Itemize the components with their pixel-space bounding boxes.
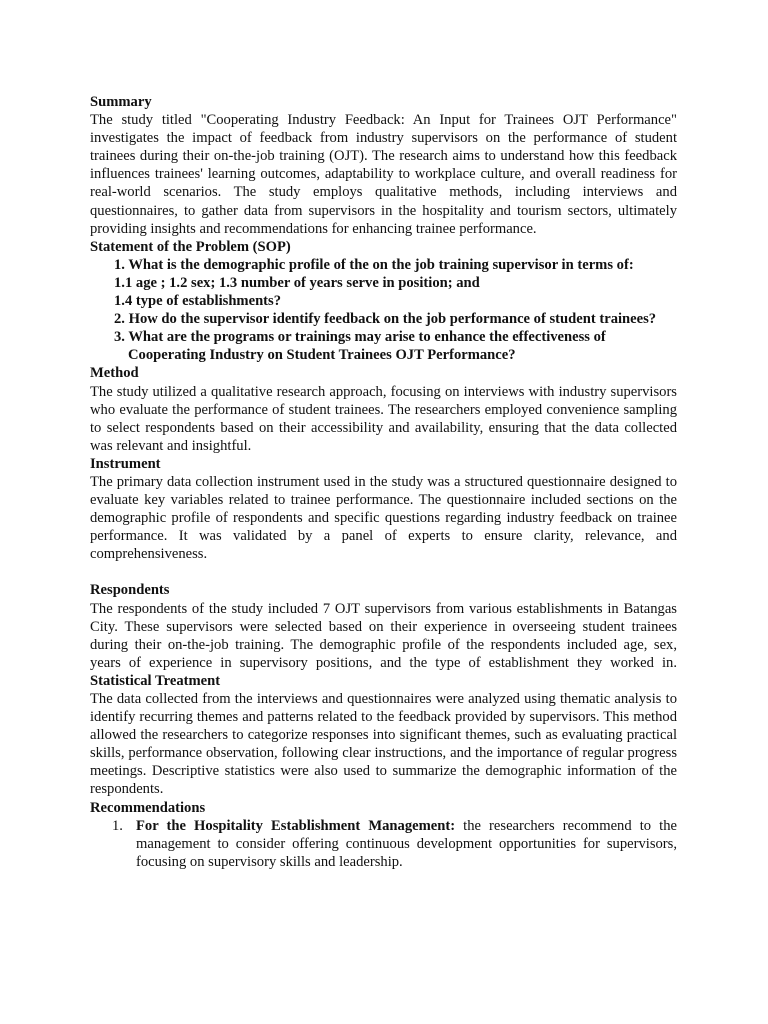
blank-line	[90, 563, 677, 581]
recommendation-title: For the Hospitality Establishment Management:	[136, 817, 456, 834]
statistical-treatment-body: The data collected from the interviews and questionnaires were analyzed using thematic analysis to identify recurring themes and patterns related to the feedback provided by supervisors. This method allowed the researchers to categorize responses into significant themes, such as evaluating practical skills, performance observation, following clear instructions, and the importance of regular progress meetings. Descriptive statistics were also used to summarize the demographic information of the respondents.	[90, 691, 677, 798]
sop-question-1-sub-1: 1.1 age ; 1.2 sex; 1.3 number of years serve in position; and	[114, 274, 480, 291]
method-heading: Method	[90, 365, 139, 382]
sop-list	[90, 256, 677, 365]
summary-heading: Summary	[90, 94, 152, 110]
sop-question-3	[90, 328, 677, 364]
sop-question-3-line-2: Cooperating Industry on Student Trainees OJT Performance?	[128, 347, 516, 364]
sop-question-2: 2. How do the supervisor identify feedback on the job performance of student trainees?	[114, 311, 657, 328]
sop-question-1-sub-2: 1.4 type of establishments?	[114, 293, 282, 310]
recommendation-body: the researchers recommend to the management to consider offering continuous development opportunities for supervisors, focusing on supervisory skills and leadership.	[136, 817, 677, 870]
method-body: The study utilized a qualitative research approach, focusing on interviews with industry supervisors who evaluate the performance of student trainees. The researchers employed convenience sampling to select respondents based on their accessibility and availability, ensuring that the data collected was relevant and insightful.	[90, 383, 677, 454]
summary-body: The study titled "Cooperating Industry Feedback: An Input for Trainees OJT Performance" investigates the impact of feedback from industry supervisors on the performance of student trainees during their on-the-job training (OJT). The research aims to understand how this feedback influences trainees' learning outcomes, adaptability to workplace culture, and overall readiness for real-world scenarios. The study employs qualitative methods, including interviews and questionnaires, to gather data from supervisors in the hospitality and tourism sectors, ultimately providing insights and recommendations for enhancing trainee performance.	[90, 112, 677, 237]
instrument-body: The primary data collection instrument used in the study was a structured questionnaire designed to evaluate key variables related to trainee performance. The questionnaire included sections on the demographic profile of respondents and specific questions regarding industry feedback on trainee performance. It was validated by a panel of experts to ensure clarity, relevance, and comprehensiveness.	[90, 473, 677, 563]
document-page	[90, 93, 677, 871]
sop-question-1: 1. What is the demographic profile of the on the job training supervisor in terms of:	[114, 256, 634, 273]
statistical-treatment-heading: Statistical Treatment	[90, 672, 221, 689]
recommendations-list	[90, 817, 677, 871]
sop-heading: Statement of the Problem (SOP)	[90, 238, 291, 255]
recommendation-item	[90, 817, 677, 871]
instrument-heading: Instrument	[90, 455, 161, 472]
recommendation-number: 1.	[112, 817, 123, 834]
respondents-heading: Respondents	[90, 582, 170, 599]
sop-question-3-line-1: 3. What are the programs or trainings may arise to enhance the effectiveness of	[114, 329, 606, 346]
respondents-body	[90, 600, 677, 690]
recommendations-heading: Recommendations	[90, 799, 206, 816]
respondents-text: The respondents of the study included 7 OJT supervisors from various establishments in Batangas City. These supervisors were selected based on their experience in overseeing student trainees during their on-the-job training. The demographic profile of the respondents included age, sex, years of experience in supervisory positions, and the type of establishment they worked in.	[90, 600, 677, 671]
